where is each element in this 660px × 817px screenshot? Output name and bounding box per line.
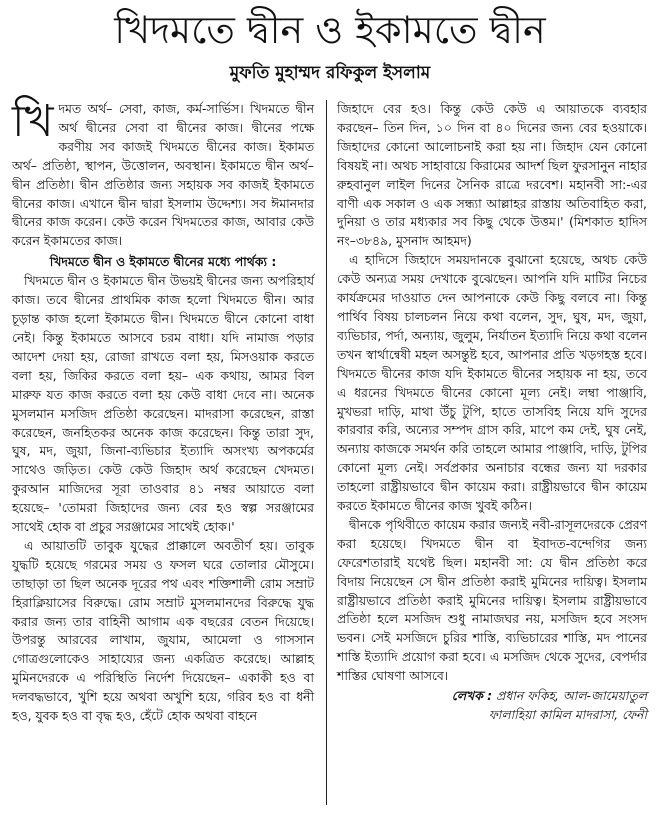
left-column bbox=[12, 96, 314, 726]
author-byline bbox=[337, 686, 647, 724]
byline-line-1: প্রধান ফকিহ, আল-জামেয়াতুল bbox=[496, 688, 647, 704]
paragraph-tabuk: এ আয়াতটি তাবুক যুদ্ধের প্রাক্কালে অবতীর্ণ হয়। তাবুক যুদ্ধটি হয়েছে গরমের সময় ও ফসল ঘরে তোলার মৌসুমে। তাছাড়া তা ছিল অনেক দূরের পথ এবং শক্তিশালী রোম সম্রাট হিরাক্লিয়াসের বিরুদ্ধে। রোম সম্রাট মুসলমানদের বিরুদ্ধে যুদ্ধ করার জন্য তার বাহিনী আগাম এক বছরের বেতন দিয়েছে। উপরন্তু আরবের লাখাম, জুযাম, আমেলা ও গাসসান গোত্রগুলোকেও সাহায্যের জন্য একত্রিত করেছে। আল্লাহ মুমিনদেরকে এ পরিস্থিতি নির্দেশ দিয়েছেন– একাকী হও বা দলবদ্ধভাবে, খুশি হয়ে অথবা অখুশি হয়ে, গরিব হও বা ধনী হও, যুবক হও বা বৃদ্ধ হও, হেঁটে হোক অথবা বাহনে bbox=[12, 537, 314, 724]
column-divider bbox=[326, 100, 327, 805]
drop-cap: খি bbox=[12, 96, 54, 147]
section-subheading: খিদমতে দ্বীন ও ইকামতে দ্বীনের মধ্যে পার্থক্য : bbox=[49, 254, 277, 270]
byline-line-2: ফালাহিয়া কামিল মাদরাসা, ফেনী bbox=[488, 707, 647, 723]
right-column bbox=[337, 100, 647, 724]
paragraph-prophets: দ্বীনকে পৃথিবীতে কায়েম করার জন্যই নবী-রাসূলদেরকে প্রেরণ করা হয়েছে। খিদমতে দ্বীন বা ইবাদত-বন্দেগির জন্য ফেরেশতারাই যথেষ্ট ছিল। মহানবী সা: যে দ্বীন প্রতিষ্ঠা করে বিদায় নিয়েছেন সে দ্বীন প্রতিষ্ঠা করাই মুমিনের দায়িত্ব। ইসলাম রাষ্ট্রীয়ভাবে প্রতিষ্ঠা করাই মুমিনের দায়িত্ব। ইসলাম রাষ্ট্রীয়ভাবে প্রতিষ্ঠা হলে মসজিদ শুধু নামাজঘর নয়, মসজিদ হবে সংসদ ভবন। সেই মসজিদে চুরির শাস্তি, ব্যভিচারের শাস্তি, মদ পানের শাস্তি ইত্যাদি প্রয়োগ করা হবে। এ মসজিদ থেকে সুদের, বেপর্দার শাস্তির ঘোষণা আসবে। bbox=[337, 516, 647, 684]
paragraph-hadith: এ হাদিসে জিহাদে সময়দানকে বুঝানো হয়েছে, অথচ কেউ কেউ অন্যত্র সময় দেখাকে বুঝেছেন। আপনি যদি মাটির নিচের কার্যক্রমের দাওয়াত দেন আপনাকে কেউ কিছু বলবে না। কিন্তু পার্থিব বিষয় চালচলন নিয়ে কথা বলেন, সুদ, ঘুষ, মদ, জুয়া, ব্যভিচার, পর্দা, অন্যায়, জুলুম, নির্যাতন ইত্যাদি নিয়ে কথা বলেন তখন স্বার্থান্বেষী মহল অসন্তুষ্ট হবে, আপনার প্রতি খড়গহস্ত হবে। খিদমতে দ্বীনের কাজ যদি ইকামতে দ্বীনের সহায়ক না হয়, তবে এ ধরনের খিদমতে দ্বীনের কোনো মূল্য নেই। লম্বা পাঞ্জাবি, মুখভরা দাড়ি, মাথা উঁচু টুপি, হাতে তাসবিহ নিয়ে যদি সুদের কারবার করি, অন্যের সম্পদ গ্রাস করি, মাপে কম দেই, ঘুষ নেই, অন্যায় কাজকে সমর্থন করি তাহলে আমার পাঞ্জাবি, দাড়ি, টুপির কোনো মূল্য নেই। সর্বপ্রকার অনাচার বন্ধের জন্য যা দরকার তাহলো রাষ্ট্রীয়ভাবে দ্বীন কায়েম করা। রাষ্ট্রীয়ভাবে দ্বীন কায়েম করতে ইকামতে দ্বীনের কাজ খুবই কঠিন। bbox=[337, 252, 647, 514]
article-author: মুফতি মুহাম্মদ রফিকুল ইসলাম bbox=[229, 63, 431, 83]
paragraph-jihad: জিহাদে বের হও। কিন্তু কেউ কেউ এ আয়াতকে ব্যবহার করছেন– তিন দিন, ১০ দিন বা ৪০ দিনের জন্য বের হওয়াকে। জিহাদের কোনো আলোচনাই করা হয় না। জিহাদ যেন কোনো বিষয়ই না। অথচ সাহাবায়ে কিরামের আদর্শ ছিল ফুরসানুন নাহার রুহবানুল লাইল দিনের সৈনিক রাত্রে দরবেশ। মহানবী সা:-এর বাণী এক সকাল ও এক সন্ধ্যা আল্লাহর রাস্তায় অতিবাহিত করা, দুনিয়া ও তার মধ্যকার সব কিছু থেকে উত্তম।' (মিশকাত হাদিস নং–৩৮৪৯, মুসনাদ আহমদ) bbox=[337, 101, 647, 249]
article-title: খিদমতে দ্বীন ও ইকামতে দ্বীন bbox=[114, 8, 546, 52]
paragraph-difference: খিদমতে দ্বীন ও ইকামতে দ্বীন উভয়ই দ্বীনের জন্য অপরিহার্য কাজ। তবে দ্বীনের প্রাথমিক কাজ হলো খিদমতে দ্বীন। আর চূড়ান্ত কাজ হলো ইকামতে দ্বীন। খিদমতে দ্বীনে কোনো বাধা নেই। কিন্তু ইকামতে আসবে চরম বাধা। যদি নামাজ পড়ার আদেশ দেয়া হয়, রোজা রাখতে বলা হয়, মিসওয়াক করতে বলা হয়, জিকির করতে বলা হয়– এক কথায়, আমর বিল মারুফ যত কাজ করতে বলা হয় কেউ বাধা দেবে না। অনেক মুসলমান মসজিদ প্রতিষ্ঠা করেছেন। মাদরাসা করেছেন, রাস্তা করেছেন, জনহিতকর অনেক কাজ করেছেন। কিন্তু তারা সুদ, ঘুষ, মদ, জুয়া, জিনা-ব্যভিচার ইত্যাদি অসংখ্য অপকর্মের সাথেও জড়িত। কেউ কেউ জিহাদ অর্থ করেছেন খেদমত। কুরআন মাজিদের সূরা তাওবার ৪১ নম্বর আয়াতে বলা হয়েছে– 'তোমরা জিহাদের জন্য বের হও স্বল্প সরঞ্জামের সাথেই হোক বা প্রচুর সরঞ্জামের সাথেই হোক।' bbox=[12, 273, 314, 535]
byline-label: লেখক : bbox=[451, 688, 493, 704]
paragraph-intro: দমত অর্থ– সেবা, কাজ, কর্ম-সার্ভিস। খিদমতে দ্বীন অর্থ দ্বীনের সেবা বা দ্বীনের কাজ। দ্বীনের পক্ষে করণীয় সব কাজই খিদমতে দ্বীনের কাজ। ইকামত অর্থ– প্রতিষ্ঠা, স্থাপন, উত্তোলন, অবস্থান। ইকামতে দ্বীন অর্থ– দ্বীন প্রতিষ্ঠা। দ্বীন প্রতিষ্ঠার জন্য সহায়ক সব কাজই ইকামতে দ্বীনের কাজ। এখানে দ্বীন দ্বারা ইসলাম উদ্দেশ্য। সব ঈমানদার দ্বীনের কাজ করেন। কেউ করেন খিদমতের কাজ, আবার কেউ করেন ইকামতের কাজ। bbox=[12, 101, 314, 249]
